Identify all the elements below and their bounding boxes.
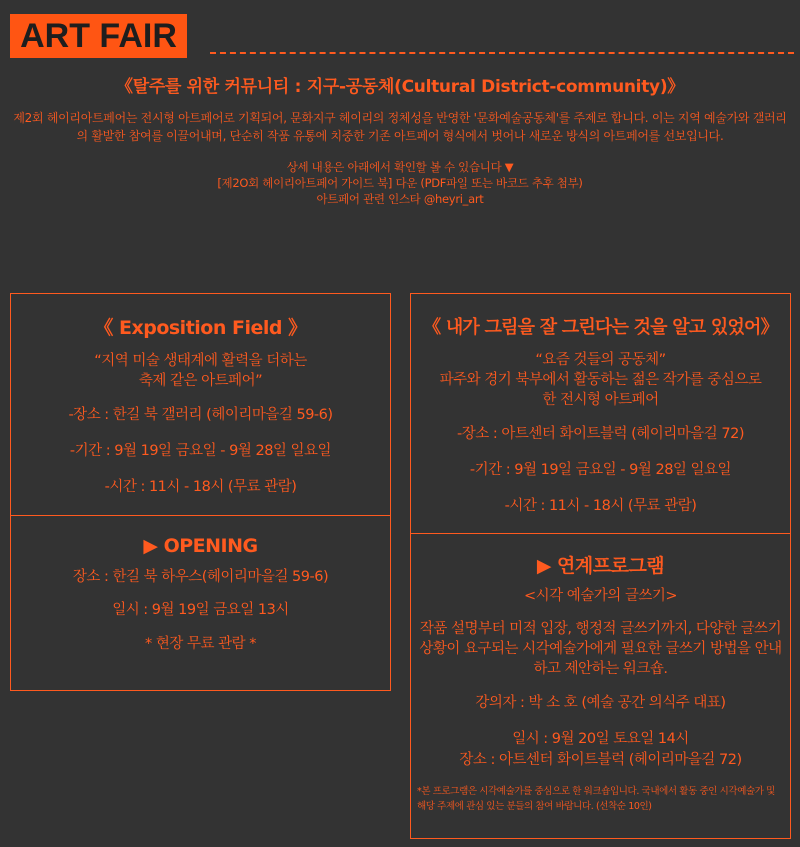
exposition-subtitle-line: “지역 미술 생태계에 활력을 더하는	[94, 353, 307, 369]
opening-title: ▶ OPENING	[143, 535, 258, 557]
event-title: 《탈주를 위한 커뮤니티 : 지구-공동체(Cultural District-community)》	[116, 77, 684, 97]
exhibition-subtitle-line: 한 전시형 아트페어	[542, 392, 659, 408]
exhibition-place: -장소 : 아트센터 화이트블럭 (헤이리마을길 72)	[456, 426, 745, 442]
exposition-period: -기간 : 9월 19일 금요일 - 9월 28일 일요일	[69, 443, 332, 459]
exhibition-subtitle-line: “요즘 것들의 공동체”	[535, 352, 666, 368]
details-notice: 상세 내용은 아래에서 확인할 볼 수 있습니다 ▼	[286, 160, 514, 174]
exposition-subtitle	[11, 351, 390, 391]
exhibition-period: -기간 : 9월 19일 금요일 - 9월 28일 일요일	[469, 462, 732, 478]
info-links	[10, 159, 790, 207]
exhibition-title: 《 내가 그림을 잘 그린다는 것을 알고 있었어》	[423, 317, 778, 338]
program-place: 장소 : 아트센터 화이트블럭 (헤이리마을길 72)	[459, 752, 742, 768]
intro-section	[10, 75, 790, 207]
instagram-link[interactable]: 아트페어 관련 인스타 @heyri_art	[316, 192, 484, 206]
program-description: 작품 설명부터 미적 입장, 행정적 글쓰기까지, 다양한 글쓰기 상황이 요구되는 시각예술가에게 필요한 글쓰기 방법을 안내하고 제안하는 워크숍.	[419, 621, 782, 677]
opening-date: 일시 : 9월 19일 금요일 13시	[112, 602, 289, 618]
exposition-field-panel	[10, 293, 391, 516]
exhibition-subtitle-line: 파주와 경기 북부에서 활동하는 젊은 작가를 중심으로	[439, 372, 762, 388]
dashed-divider	[210, 52, 794, 54]
event-description: 제2회 헤이리아트페어는 전시형 아트페어로 기획되어, 문화지구 헤이리의 정체성을 반영한 '문화예술공동체'를 주제로 합니다. 이는 지역 예술가와 갤러리의 활발한 참여를 이끌어내며, 단순히 작품 유통에 치중한 기존 아트페어 형식에서 벗어나 새로운 방식의 아트페어를 선보입니다.	[13, 111, 787, 143]
program-date: 일시 : 9월 20일 토요일 14시	[512, 731, 689, 747]
exposition-title: 《 Exposition Field 》	[94, 317, 307, 339]
opening-place: 장소 : 한길 북 하우스(헤이리마을길 59-6)	[72, 569, 329, 585]
exhibition-subtitle	[411, 350, 790, 410]
program-title: ▶ 연계프로그램	[536, 555, 665, 577]
exposition-time: -시간 : 11시 - 18시 (무료 관람)	[104, 479, 297, 495]
opening-note: * 현장 무료 관람 *	[145, 636, 256, 652]
exposition-place: -장소 : 한길 북 갤러리 (헤이리마을길 59-6)	[68, 407, 333, 423]
program-lecturer: 강의자 : 박 소 호 (예술 공간 의식주 대표)	[475, 695, 726, 711]
related-program-panel	[410, 533, 791, 839]
exposition-subtitle-line: 축제 같은 아트페어”	[138, 373, 263, 389]
guidebook-download-link[interactable]: [제2O회 헤이리아트페어 가이드 북] 다운 (PDF파일 또는 바코드 추후 첨부)	[217, 176, 583, 190]
program-footnote: *본 프로그램은 시각예술가를 중심으로 한 워크숍입니다. 국내에서 활동 중인 시각예술가 및 해당 주제에 관심 있는 분들의 참여 바랍니다. (선착순 10인)	[417, 786, 775, 812]
opening-panel	[10, 515, 391, 691]
program-subtitle: <시각 예술가의 글쓰기>	[523, 588, 678, 604]
exhibition-panel	[410, 293, 791, 534]
art-fair-badge: ART FAIR	[10, 14, 187, 58]
exhibition-time: -시간 : 11시 - 18시 (무료 관람)	[504, 498, 697, 514]
